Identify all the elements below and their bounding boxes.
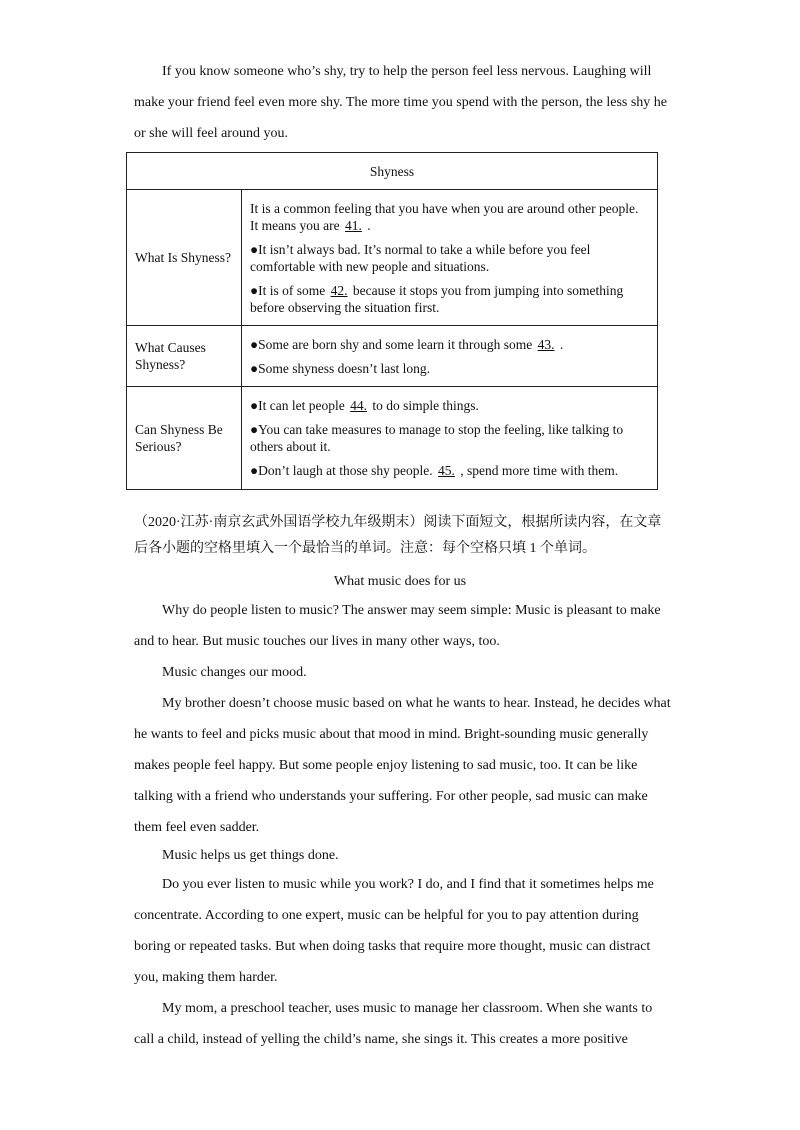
table-row (127, 387, 658, 490)
passage-subheading: Music helps us get things done. (162, 848, 339, 863)
row-line: It is a common feeling that you have when you are around other people. It means you are 41. . (250, 200, 639, 233)
row-line: ●Don’t laugh at those shy people. 45. , spend more time with them. (250, 463, 619, 478)
table-row (127, 190, 658, 326)
row-label: Can Shyness Be Serious? (127, 387, 242, 490)
row-line: ●Some shyness doesn’t last long. (250, 360, 431, 376)
table-title: Shyness (127, 153, 658, 190)
passage-title: What music does for us (333, 574, 467, 589)
row-label: What Causes Shyness? (127, 326, 242, 387)
row-content (242, 387, 658, 490)
source-instruction: （2020·江苏·南京玄武外国语学校九年级期末）阅读下面短文，根据所读内容，在文章后各小题的空格里填入一个最恰当的单词。注意：每个空格只填 1 个单词。 (134, 515, 662, 556)
blank-43: 43. (537, 336, 555, 352)
passage-paragraph: My brother doesn’t choose music based on what he wants to hear. Instead, he decides what he wants to feel and picks music about that mood in mind. Bright-sounding music generally makes people feel happy. But some people enjoy listening to sad music, too. It can be like talking with a friend who understands your suffering. For other people, sad music can make them feel even sadder. (134, 696, 671, 835)
row-line: ●It is of some 42. because it stops you from jumping into something before observing the situation first. (250, 282, 624, 315)
row-line: ●It can let people 44. to do simple things. (250, 398, 479, 413)
blank-41: 41. (344, 217, 362, 233)
intro-paragraph (134, 56, 674, 149)
row-label: What Is Shyness? (127, 190, 242, 326)
table-row (127, 326, 658, 387)
row-line: ●You can take measures to manage to stop the feeling, like talking to others about it. (250, 422, 624, 454)
passage-subheading: Music changes our mood. (162, 665, 307, 680)
row-line: ●It isn’t always bad. It’s normal to take a while before you feel comfortable with new people and situations. (250, 241, 591, 274)
row-content (242, 326, 658, 387)
passage-paragraph: Why do people listen to music? The answer may seem simple: Music is pleasant to make and to hear. But music touches our lives in many other ways, too. (134, 603, 661, 649)
passage-paragraph: Do you ever listen to music while you work? I do, and I find that it sometimes helps me concentrate. According to one expert, music can be helpful for you to pay attention during boring or repeated tasks. But when doing tasks that require more thought, music can distract you, making them harder. (134, 877, 654, 985)
blank-42: 42. (330, 282, 348, 298)
row-content (242, 190, 658, 326)
blank-44: 44. (350, 398, 367, 413)
passage-paragraph: My mom, a preschool teacher, uses music to manage her classroom. When she wants to call a child, instead of yelling the child’s name, she sings it. This creates a more positive (134, 1001, 653, 1047)
shyness-table (126, 152, 658, 490)
blank-45: 45. (438, 463, 455, 478)
intro-text: If you know someone who’s shy, try to help the person feel less nervous. Laughing will make your friend feel even more shy. The more time you spend with the person, the less shy he or she will feel around you. (134, 64, 668, 141)
table-header-row (127, 153, 658, 190)
row-line: ●Some are born shy and some learn it through some 43. . (250, 336, 564, 352)
